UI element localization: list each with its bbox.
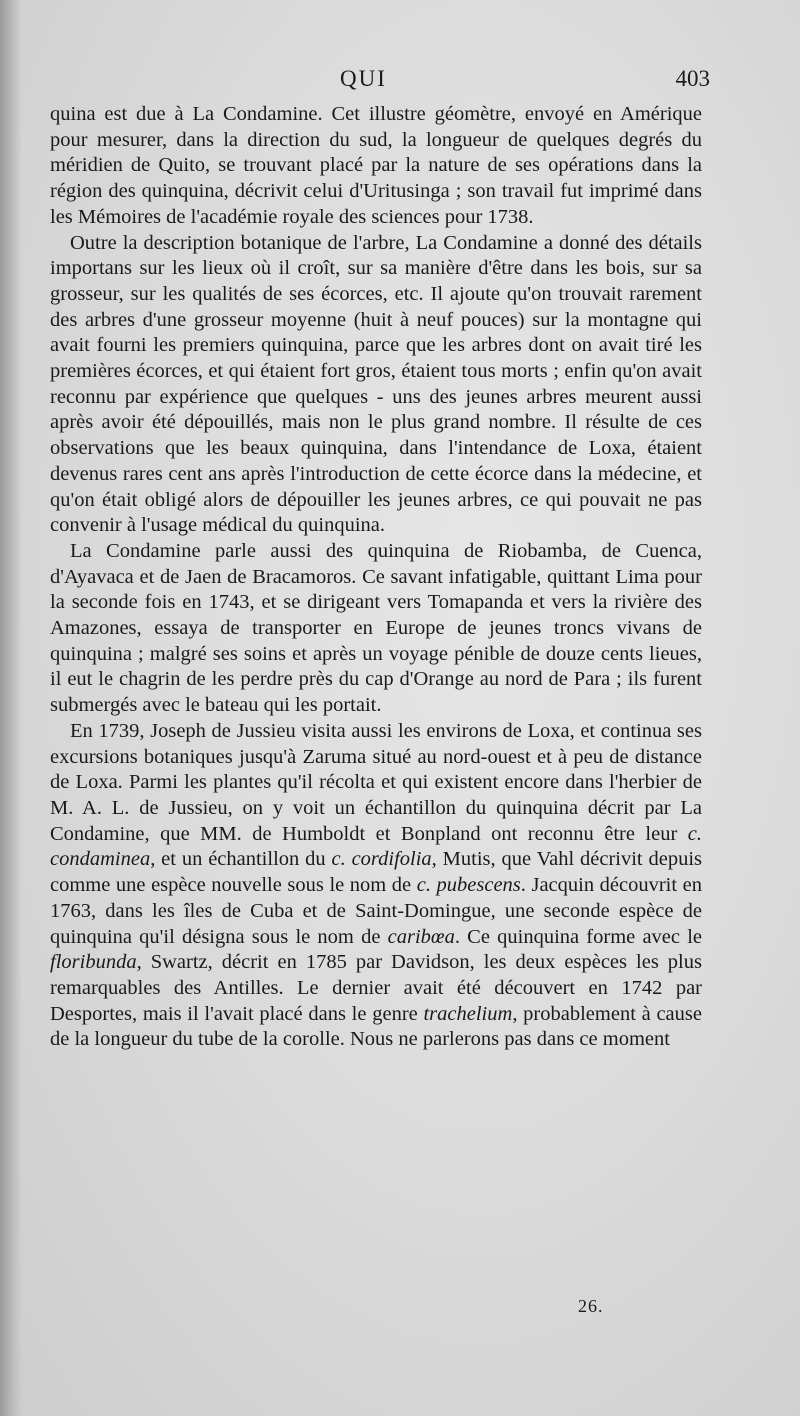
paragraph-4-text: . Ce quinquina forme avec le bbox=[454, 925, 702, 948]
species-name-pubescens: c. pubescens bbox=[416, 874, 521, 897]
genus-name-trachelium: trachelium bbox=[423, 1002, 513, 1025]
paragraph-1-text: quina est due à La Condamine. Cet illustre géomètre, envoyé en Amérique pour mesurer, dans la direction du sud, la longueur de quelques degrés du méridien de Quito, se trouvant placé par la nature de ses opérations dans la région des quinquina, décrivit celui d'Uritusinga ; son travail fut imprimé dans les Mémoires de l'académie royale des sciences pour 1738. bbox=[50, 103, 702, 228]
paragraph-4-text: , Swartz, décrit en 1785 par Davidson, les deux espèces les plus remarquables des Antilles. Le dernier avait été découvert en 1742 par Desportes, mais il l'avait placé dans le genre bbox=[50, 951, 702, 1025]
paragraph-4-text: . Jacquin découvrit en 1763, dans les îles de Cuba et de Saint-Domingue, une seconde espèce de quinquina qu'il désigna sous le nom de bbox=[50, 874, 702, 948]
paragraph-1 bbox=[50, 102, 702, 231]
body-text bbox=[50, 102, 702, 1053]
paragraph-2 bbox=[50, 231, 702, 539]
page-number: 403 bbox=[675, 66, 710, 91]
paragraph-2-text: Outre la description botanique de l'arbre, La Condamine a donné des détails importans sur les lieux où il croît, sur sa manière d'être dans les bois, sur sa grosseur, sur les qualités de ses écorces, etc. Il ajoute qu'on trouvait rarement des arbres d'une grosseur moyenne (huit à neuf pouces) sur la montagne qui avait fourni les premiers quinquina, parce que les arbres dont on avait tiré les premières écorces, et qui étaient fort gros, étaient tous morts ; enfin qu'on avait reconnu par expérience que quelques - uns des jeunes arbres meurent aussi après avoir été dépouillés, mais non le plus grand nombre. Il résulte de ces observations que les beaux quinquina, dans l'intendance de Loxa, étaient devenus rares cent ans après l'introduction de cette écorce dans la médecine, et qu'on était obligé alors de dépouiller les jeunes arbres, ce qui pouvait ne pas convenir à l'usage médical du quinquina. bbox=[50, 231, 702, 537]
paragraph-4-text: En 1739, Joseph de Jussieu visita aussi les environs de Loxa, et continua ses excursions botaniques jusqu'à Zaruma situé au nord-ouest et à peu de distance de Loxa. Parmi les plantes qu'il récolta et qui existent encore dans l'herbier de M. A. L. de Jussieu, on y voit un échantillon du quinquina décrit par La Condamine, que MM. de Humboldt et Bonpland ont reconnu être leur bbox=[50, 719, 702, 845]
paragraph-4 bbox=[50, 719, 702, 1053]
paragraph-3-text: La Condamine parle aussi des quinquina de Riobamba, de Cuenca, d'Ayavaca et de Jaen de Bracamoros. Ce savant infatigable, quittant Lima pour la seconde fois en 1743, et se dirigeant vers Tomapanda et vers la rivière des Amazones, essaya de transporter en Europe de jeunes troncs vivans de quinquina ; malgré ses soins et après un voyage pénible de douze cents lieues, il eut le chagrin de les perdre près du cap d'Orange au nord de Para ; ils furent submergés avec le bateau qui les portait. bbox=[50, 539, 702, 717]
signature-mark: 26. bbox=[578, 1296, 604, 1316]
paragraph-4-text: , probablement à cause de la longueur du tube de la corolle. Nous ne parlerons pas dans ce moment bbox=[50, 1002, 702, 1051]
paragraph-4-text: , Mutis, que Vahl décrivit depuis comme une espèce nouvelle sous le nom de bbox=[50, 848, 702, 897]
species-name-caribaea: caribœa bbox=[387, 925, 455, 948]
running-head-title: QUI bbox=[340, 66, 387, 91]
species-name-condaminea: c. condaminea bbox=[50, 822, 702, 871]
paragraph-4-text: , et un échantillon du bbox=[150, 848, 332, 871]
paragraph-3 bbox=[50, 539, 702, 719]
page-gutter-shadow bbox=[0, 0, 22, 1416]
species-name-floribunda: floribunda bbox=[50, 951, 137, 974]
running-head bbox=[50, 66, 710, 100]
species-name-cordifolia: c. cordifolia bbox=[331, 848, 432, 871]
